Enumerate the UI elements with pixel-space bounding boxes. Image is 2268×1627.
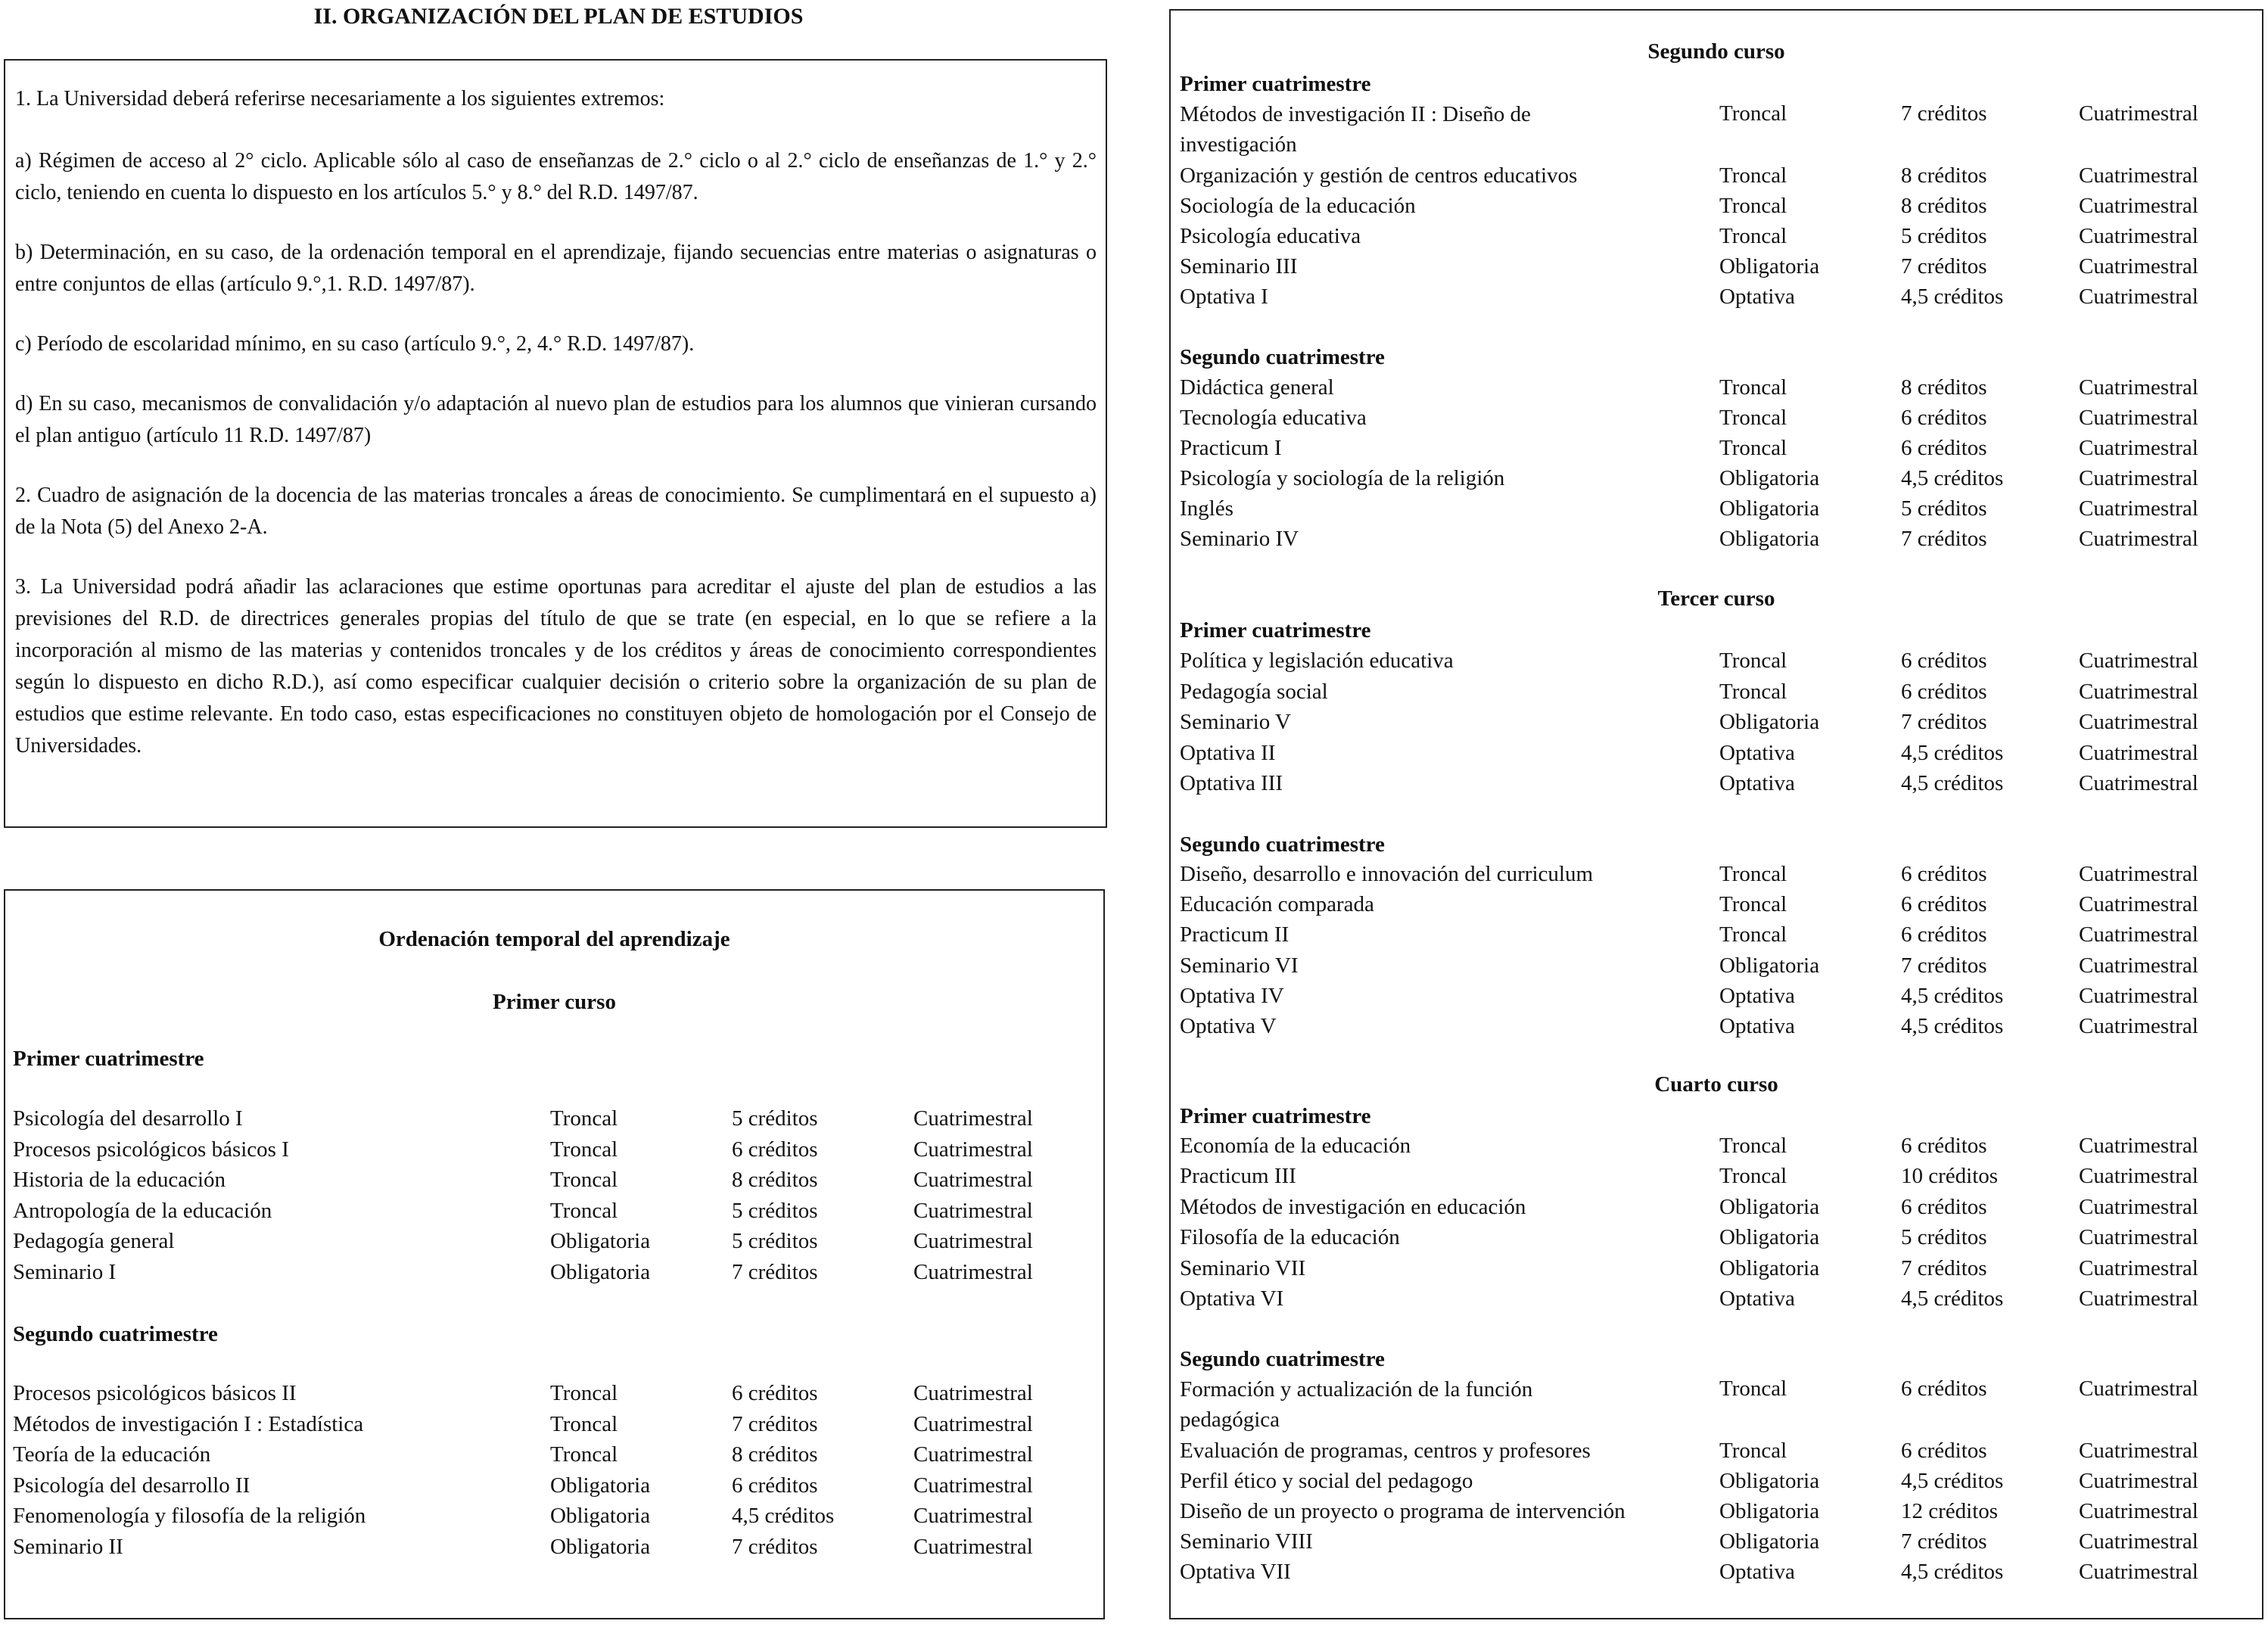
subject-duration: Cuatrimestral (913, 1260, 1033, 1284)
subject-duration: Cuatrimestral (2079, 1529, 2198, 1554)
subject-name: Optativa V (1180, 1014, 1277, 1038)
subject-duration: Cuatrimestral (913, 1106, 1033, 1131)
course-heading: Tercer curso (1657, 586, 1775, 611)
subject-type: Optativa (1719, 1560, 1795, 1584)
subject-credits: 7 créditos (1901, 254, 1987, 278)
subject-duration: Cuatrimestral (913, 1504, 1033, 1529)
subject-duration: Cuatrimestral (2079, 406, 2198, 430)
subject-type: Troncal (1719, 375, 1787, 400)
course-heading: Primer curso (493, 990, 616, 1014)
subject-type: Obligatoria (1719, 953, 1820, 978)
subject-credits: 6 créditos (1901, 406, 1987, 430)
subject-duration: Cuatrimestral (913, 1381, 1033, 1405)
subject-duration: Cuatrimestral (913, 1442, 1033, 1467)
subject-name: Métodos de investigación II : Diseño de investigación (1180, 102, 1531, 157)
subject-credits: 4,5 créditos (1901, 1286, 2004, 1311)
subject-duration: Cuatrimestral (2079, 224, 2198, 248)
subject-credits: 6 créditos (732, 1473, 818, 1498)
subject-name: Seminario VI (1180, 953, 1299, 978)
subject-type: Troncal (550, 1168, 618, 1193)
subject-duration: Cuatrimestral (2079, 436, 2198, 460)
subject-duration: Cuatrimestral (2079, 922, 2198, 947)
subject-credits: 5 créditos (732, 1198, 818, 1223)
subject-credits: 4,5 créditos (1901, 466, 2004, 490)
subject-duration: Cuatrimestral (2079, 1134, 2198, 1158)
subject-duration: Cuatrimestral (913, 1411, 1033, 1436)
subject-duration: Cuatrimestral (2079, 194, 2198, 218)
subject-credits: 4,5 créditos (1901, 740, 2004, 765)
subject-name: Sociología de la educación (1180, 194, 1416, 218)
subject-name: Optativa VI (1180, 1286, 1284, 1311)
subject-duration: Cuatrimestral (2079, 1469, 2198, 1493)
subject-name: Psicología y sociología de la religión (1180, 466, 1505, 490)
subject-type: Troncal (1719, 1439, 1787, 1463)
subject-credits: 4,5 créditos (1901, 1014, 2004, 1038)
subject-type: Troncal (550, 1411, 618, 1436)
note-2: 2. Cuadro de asignación de la docencia de las materias troncales a áreas de conocimiento. Se cumplimentará en el supuesto a) de la Nota (5) del Anexo 2-A. (15, 484, 1097, 539)
subject-duration: Cuatrimestral (2079, 254, 2198, 278)
subject-type: Troncal (550, 1198, 618, 1223)
subject-name: Política y legislación educativa (1180, 649, 1454, 673)
subject-name: Filosofía de la educación (1180, 1225, 1400, 1250)
schedule-box-left (4, 889, 1105, 1619)
note-c: c) Período de escolaridad mínimo, en su caso (artículo 9.°, 2, 4.° R.D. 1497/87). (15, 332, 695, 356)
subject-type: Obligatoria (1719, 1255, 1820, 1280)
semester-heading: Segundo cuatrimestre (1180, 1347, 1385, 1371)
subject-duration: Cuatrimestral (2079, 1560, 2198, 1584)
subject-type: Troncal (1719, 892, 1787, 917)
subject-type: Troncal (1719, 436, 1787, 460)
subject-name: Optativa IV (1180, 983, 1284, 1008)
subject-type: Troncal (1719, 1164, 1787, 1189)
subject-type: Troncal (1719, 163, 1787, 188)
subject-name: Practicum III (1180, 1164, 1296, 1189)
subject-duration: Cuatrimestral (2079, 1164, 2198, 1189)
subject-type: Obligatoria (1719, 1499, 1820, 1523)
subject-type: Obligatoria (1719, 710, 1820, 734)
subject-name: Procesos psicológicos básicos II (13, 1381, 297, 1405)
subject-type: Troncal (1719, 862, 1787, 886)
subject-name: Seminario VIII (1180, 1529, 1313, 1554)
subject-duration: Cuatrimestral (2079, 1194, 2198, 1219)
subject-duration: Cuatrimestral (2079, 1286, 2198, 1311)
subject-duration: Cuatrimestral (2079, 466, 2198, 490)
schedule-box-right (1169, 9, 2263, 1619)
semester-heading: Segundo cuatrimestre (1180, 345, 1385, 369)
subject-credits: 4,5 créditos (1901, 983, 2004, 1008)
subject-credits: 8 créditos (1901, 375, 1987, 400)
subject-credits: 7 créditos (1901, 101, 1987, 126)
subject-duration: Cuatrimestral (913, 1535, 1033, 1559)
subject-credits: 6 créditos (1901, 892, 1987, 917)
subject-type: Obligatoria (550, 1473, 651, 1498)
course-heading: Segundo curso (1647, 39, 1785, 64)
subject-type: Optativa (1719, 983, 1795, 1008)
subject-name: Educación comparada (1180, 892, 1374, 917)
subject-name: Procesos psicológicos básicos I (13, 1137, 289, 1162)
subject-name: Métodos de investigación en educación (1180, 1194, 1526, 1219)
subject-duration: Cuatrimestral (913, 1168, 1033, 1193)
subject-duration: Cuatrimestral (2079, 1499, 2198, 1523)
notes-box (4, 59, 1107, 828)
subject-duration: Cuatrimestral (2079, 710, 2198, 734)
subject-type: Obligatoria (1719, 254, 1820, 278)
subject-type: Optativa (1719, 1286, 1795, 1311)
subject-credits: 7 créditos (1901, 710, 1987, 734)
subject-credits: 6 créditos (732, 1137, 818, 1162)
subject-name: Diseño de un proyecto o programa de intervención (1180, 1499, 1626, 1523)
subject-name: Optativa I (1180, 285, 1268, 309)
subject-credits: 4,5 créditos (732, 1504, 835, 1529)
subject-duration: Cuatrimestral (2079, 1255, 2198, 1280)
subject-credits: 6 créditos (1901, 1439, 1987, 1463)
semester-heading: Primer cuatrimestre (1180, 618, 1371, 642)
subject-name: Formación y actualización de la función pedagógica (1180, 1377, 1533, 1432)
subject-name: Optativa VII (1180, 1560, 1291, 1584)
subject-credits: 4,5 créditos (1901, 771, 2004, 795)
subject-name: Métodos de investigación I : Estadística (13, 1411, 364, 1436)
subject-duration: Cuatrimestral (2079, 163, 2198, 188)
subject-name: Economía de la educación (1180, 1134, 1411, 1158)
subject-credits: 6 créditos (1901, 436, 1987, 460)
subject-type: Troncal (1719, 1377, 1787, 1401)
subject-type: Obligatoria (1719, 466, 1820, 490)
subject-name: Inglés (1180, 496, 1234, 521)
subject-type: Troncal (1719, 194, 1787, 218)
subject-credits: 7 créditos (1901, 1255, 1987, 1280)
subject-type: Troncal (1719, 1134, 1787, 1158)
subject-name: Optativa II (1180, 740, 1276, 765)
subject-duration: Cuatrimestral (2079, 862, 2198, 886)
subject-name: Evaluación de programas, centros y profesores (1180, 1439, 1591, 1463)
subject-duration: Cuatrimestral (2079, 953, 2198, 978)
subject-duration: Cuatrimestral (2079, 1377, 2198, 1401)
subject-name: Psicología del desarrollo I (13, 1106, 243, 1131)
subject-duration: Cuatrimestral (2079, 1439, 2198, 1463)
subject-credits: 5 créditos (1901, 224, 1987, 248)
subject-credits: 7 créditos (1901, 953, 1987, 978)
subject-credits: 4,5 créditos (1901, 285, 2004, 309)
schedule-title: Ordenación temporal del aprendizaje (378, 927, 730, 951)
subject-credits: 6 créditos (732, 1381, 818, 1405)
subject-type: Troncal (550, 1137, 618, 1162)
subject-credits: 6 créditos (1901, 649, 1987, 673)
subject-credits: 6 créditos (1901, 1194, 1987, 1219)
subject-name: Pedagogía general (13, 1229, 175, 1254)
subject-name: Seminario II (13, 1535, 123, 1559)
subject-type: Obligatoria (1719, 496, 1820, 521)
subject-name: Optativa III (1180, 771, 1283, 795)
subject-name: Fenomenología y filosofía de la religión (13, 1504, 366, 1529)
subject-name: Psicología del desarrollo II (13, 1473, 250, 1498)
subject-credits: 5 créditos (732, 1229, 818, 1254)
subject-credits: 6 créditos (1901, 1134, 1987, 1158)
subject-duration: Cuatrimestral (2079, 375, 2198, 400)
page-heading: II. ORGANIZACIÓN DEL PLAN DE ESTUDIOS (313, 4, 804, 29)
note-b: b) Determinación, en su caso, de la ordenación temporal en el aprendizaje, fijando secuencias entre materias o asignaturas o entre conjuntos de ellas (artículo 9.°,1. R.D. 1497/87). (15, 241, 1097, 296)
subject-credits: 8 créditos (732, 1168, 818, 1193)
note-d: d) En su caso, mecanismos de convalidación y/o adaptación al nuevo plan de estudios para los alumnos que vinieran cursando el plan antiguo (artículo 11 R.D. 1497/87) (15, 392, 1097, 447)
subject-type: Optativa (1719, 1014, 1795, 1038)
subject-type: Obligatoria (1719, 1469, 1820, 1493)
semester-heading: Primer cuatrimestre (13, 1047, 204, 1071)
subject-name: Antropología de la educación (13, 1198, 272, 1223)
subject-name: Seminario IV (1180, 527, 1299, 551)
subject-name: Practicum I (1180, 436, 1282, 460)
subject-name: Psicología educativa (1180, 224, 1361, 248)
semester-heading: Segundo cuatrimestre (13, 1322, 218, 1346)
subject-type: Troncal (1719, 922, 1787, 947)
subject-credits: 4,5 créditos (1901, 1560, 2004, 1584)
subject-duration: Cuatrimestral (913, 1473, 1033, 1498)
subject-credits: 8 créditos (1901, 194, 1987, 218)
subject-credits: 5 créditos (1901, 1225, 1987, 1250)
subject-type: Obligatoria (550, 1260, 651, 1284)
subject-credits: 7 créditos (732, 1411, 818, 1436)
course-heading: Cuarto curso (1654, 1072, 1778, 1097)
subject-name: Perfil ético y social del pedagogo (1180, 1469, 1473, 1493)
subject-name: Teoría de la educación (13, 1442, 211, 1467)
subject-duration: Cuatrimestral (2079, 1225, 2198, 1250)
subject-credits: 7 créditos (1901, 1529, 1987, 1554)
subject-type: Troncal (550, 1442, 618, 1467)
subject-type: Troncal (550, 1106, 618, 1131)
note-3: 3. La Universidad podrá añadir las aclaraciones que estime oportunas para acreditar el ajuste del plan de estudios a las previsiones del R.D. de directrices generales propias del título de que se trate (en especial, en lo que se refiere a la incorporación al mismo de las materias y contenidos troncales y de los créditos y áreas de conocimiento correspondientes según lo dispuesto en dicho R.D.), así como especificar cualquier decisión o criterio sobre la organización de su plan de estudios que estime relevante. En todo caso, estas especificaciones no constituyen objeto de homologación por el Consejo de Universidades. (15, 575, 1097, 758)
subject-duration: Cuatrimestral (913, 1198, 1033, 1223)
subject-type: Troncal (1719, 679, 1787, 704)
subject-name: Organización y gestión de centros educativos (1180, 163, 1578, 188)
subject-credits: 6 créditos (1901, 922, 1987, 947)
subject-name: Seminario VII (1180, 1255, 1306, 1280)
subject-duration: Cuatrimestral (2079, 679, 2198, 704)
subject-credits: 6 créditos (1901, 1377, 1987, 1401)
subject-name: Seminario V (1180, 710, 1291, 734)
subject-name: Seminario I (13, 1260, 117, 1284)
subject-credits: 7 créditos (732, 1535, 818, 1559)
subject-duration: Cuatrimestral (2079, 527, 2198, 551)
subject-credits: 5 créditos (732, 1106, 818, 1131)
subject-credits: 8 créditos (732, 1442, 818, 1467)
subject-type: Obligatoria (550, 1535, 651, 1559)
semester-heading: Primer cuatrimestre (1180, 72, 1371, 96)
subject-duration: Cuatrimestral (913, 1229, 1033, 1254)
subject-name: Diseño, desarrollo e innovación del curriculum (1180, 862, 1594, 886)
subject-type: Troncal (1719, 406, 1787, 430)
subject-duration: Cuatrimestral (2079, 1014, 2198, 1038)
subject-credits: 12 créditos (1901, 1499, 1999, 1523)
subject-type: Obligatoria (1719, 1194, 1820, 1219)
subject-type: Optativa (1719, 740, 1795, 765)
subject-name: Practicum II (1180, 922, 1290, 947)
subject-credits: 7 créditos (1901, 527, 1987, 551)
subject-name: Pedagogía social (1180, 679, 1328, 704)
note-intro: 1. La Universidad deberá referirse necesariamente a los siguientes extremos: (15, 87, 665, 110)
subject-duration: Cuatrimestral (2079, 649, 2198, 673)
subject-type: Troncal (550, 1381, 618, 1405)
subject-credits: 7 créditos (732, 1260, 818, 1284)
subject-type: Troncal (1719, 649, 1787, 673)
subject-credits: 5 créditos (1901, 496, 1987, 521)
subject-duration: Cuatrimestral (2079, 892, 2198, 917)
subject-type: Optativa (1719, 285, 1795, 309)
subject-duration: Cuatrimestral (2079, 285, 2198, 309)
subject-duration: Cuatrimestral (2079, 740, 2198, 765)
subject-type: Obligatoria (1719, 527, 1820, 551)
subject-type: Optativa (1719, 771, 1795, 795)
subject-type: Obligatoria (550, 1504, 651, 1529)
semester-heading: Segundo cuatrimestre (1180, 832, 1385, 857)
subject-credits: 4,5 créditos (1901, 1469, 2004, 1493)
subject-type: Troncal (1719, 224, 1787, 248)
subject-credits: 8 créditos (1901, 163, 1987, 188)
semester-heading: Primer cuatrimestre (1180, 1104, 1371, 1128)
subject-type: Troncal (1719, 101, 1787, 126)
note-a: a) Régimen de acceso al 2° ciclo. Aplicable sólo al caso de enseñanzas de 2.° ciclo o al 2.° ciclo de enseñanzas de 1.° y 2.° ciclo, teniendo en cuenta lo dispuesto en los artículos 5.° y 8.° del R.D. 1497/87. (15, 149, 1097, 204)
subject-duration: Cuatrimestral (2079, 496, 2198, 521)
subject-duration: Cuatrimestral (2079, 771, 2198, 795)
subject-type: Obligatoria (1719, 1225, 1820, 1250)
subject-credits: 6 créditos (1901, 862, 1987, 886)
subject-name: Historia de la educación (13, 1168, 226, 1193)
subject-name: Seminario III (1180, 254, 1298, 278)
subject-name: Tecnología educativa (1180, 406, 1367, 430)
subject-duration: Cuatrimestral (2079, 101, 2198, 126)
subject-type: Obligatoria (550, 1229, 651, 1254)
subject-name: Didáctica general (1180, 375, 1334, 400)
subject-duration: Cuatrimestral (913, 1137, 1033, 1162)
subject-credits: 10 créditos (1901, 1164, 1999, 1189)
subject-credits: 6 créditos (1901, 679, 1987, 704)
subject-type: Obligatoria (1719, 1529, 1820, 1554)
subject-duration: Cuatrimestral (2079, 983, 2198, 1008)
